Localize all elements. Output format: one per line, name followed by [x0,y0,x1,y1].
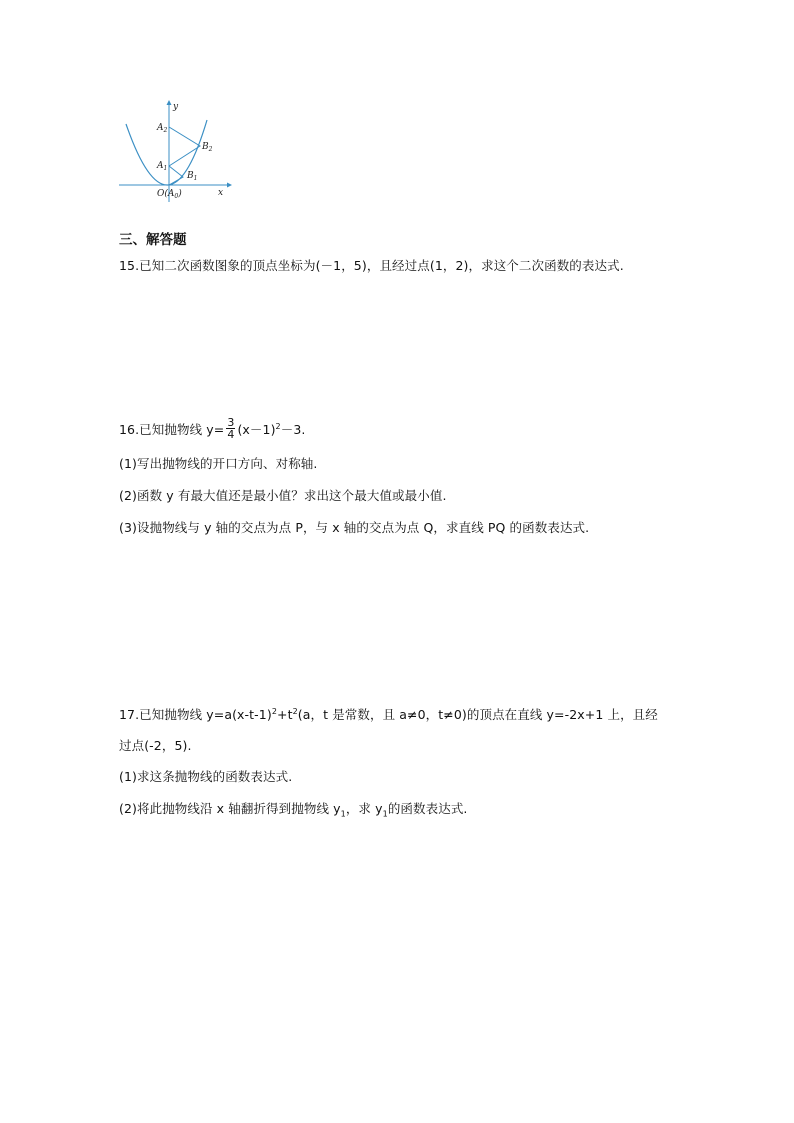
point-a1-label: $A_1$ [157,161,168,172]
point-a2-label: $A_2$ [157,123,168,134]
y-axis-arrow [167,100,172,105]
q16-frac-numerator: 3 [227,416,235,429]
y-axis-label: y [173,102,179,112]
question-16-part-3: (3)设抛物线与 y 轴的交点为点 P，与 x 轴的交点为点 Q，求直线 PQ 的函数表达式. [119,520,590,535]
x-axis-arrow [227,183,232,188]
q17-exponent-1: 2 [271,706,278,716]
point-b2-label: $B_2$ [202,142,213,153]
q16-middle: (x－1) [237,422,276,437]
q17-part2-subscript-1: 1 [340,809,346,819]
q16-suffix: －3. [280,422,306,437]
question-16-part-2: (2)函数 y 有最大值还是最小值？求出这个最大值或最小值. [119,488,447,503]
q17-part2-text-a: (2)将此抛物线沿 x 轴翻折得到抛物线 y [119,801,341,816]
origin-label: $O(A_0)$ [157,189,182,200]
section-heading: 三、解答题 [119,232,187,248]
q17-part2-text-b: ，求 y [345,801,383,816]
q16-frac-denominator: 4 [227,428,235,441]
question-17-line-2: 过点(-2，5). [119,738,192,753]
question-17-line-1 [119,707,658,723]
q17-text-a: 17.已知抛物线 y=a(x-t-1) [119,707,272,722]
question-17-part-2 [119,801,468,817]
question-16-stem [119,416,306,442]
q17-part2-text-c: 的函数表达式. [387,801,468,816]
q17-text-b: +t [277,707,293,722]
q16-fraction [226,417,235,440]
q17-exponent-2: 2 [292,706,298,716]
question-17-part-1: (1)求这条抛物线的函数表达式. [119,769,293,784]
question-16-part-1: (1)写出抛物线的开口方向、对称轴. [119,456,318,471]
parabola-figure [117,98,232,204]
q16-prefix: 16.已知抛物线 y= [119,422,225,437]
q17-part2-subscript-2: 1 [382,809,388,819]
q16-exponent: 2 [275,421,281,431]
q17-text-c: (a，t 是常数，且 a≠0，t≠0)的顶点在直线 y=-2x+1 上，且经 [297,707,658,722]
x-axis-label: x [218,188,224,198]
question-15: 15.已知二次函数图象的顶点坐标为(－1，5)，且经过点(1，2)，求这个二次函数的表达式. [119,258,624,273]
point-b1-label: $B_1$ [187,171,198,182]
segments-a1-b2-a2 [169,127,200,166]
